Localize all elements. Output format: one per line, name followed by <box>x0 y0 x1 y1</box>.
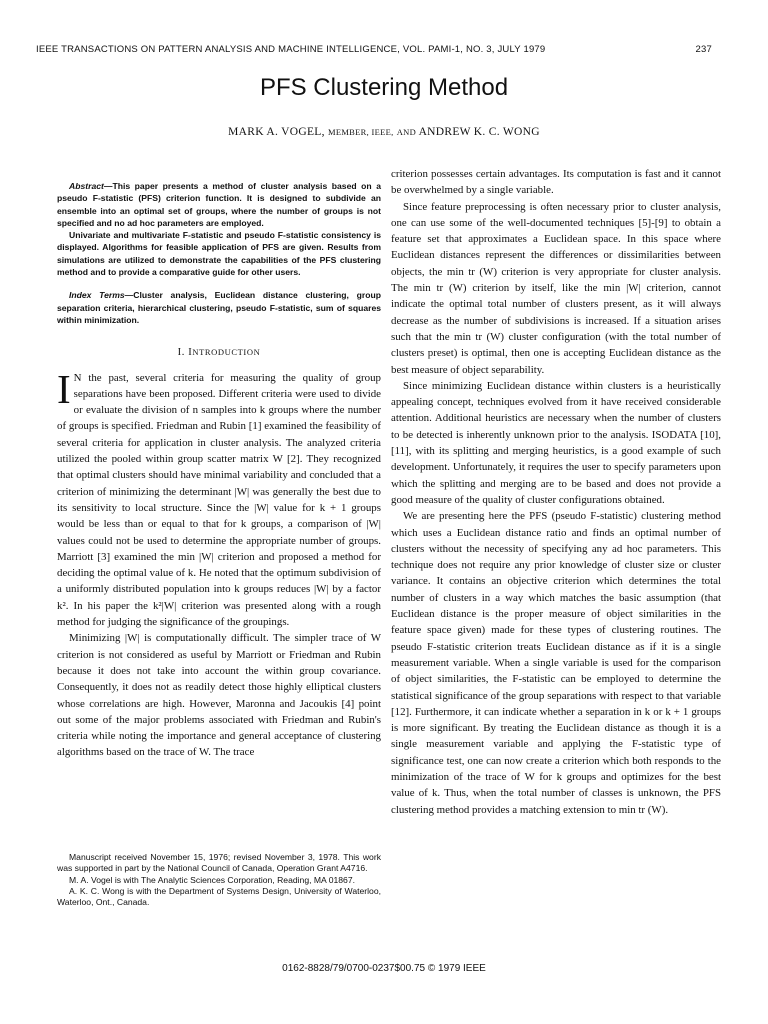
intro-paragraph-1: I N the past, several criteria for measuring the quality of group separations have been proposed. Different criteria were used to divide or evaluate the division of n samples into k groups where the number of groups is specified. Friedman and Rubin [1] examined the feasibility of several criteria for application in cluster analysis. The analyzed criteria utilized the pooled within group scatter matrix W [2]. They recognized that optimal clusters should have minimal variability and concluded that a criterion of minimizing the determinant |W| was generally the best due to its sensitivity to local structure. Since the |W| value for k + 1 groups would be less than or equal to that for k groups, a comparison of |W| values could not be used to determine the appropriate number of groups. Marriott [3] examined the min |W| criterion and proposed a method for deciding the optimal value of k. He noted that the optimum subdivision of a uniformly distributed population into k groups reduces |W| by a factor k². In his paper the k²|W| criterion was presented along with a rough method for judging the significance of the groupings. <box>57 365 381 629</box>
abstract-paragraph-2: Univariate and multivariate F-statistic and pseudo F-statistic consistency is displayed. Algorithms for feasible application of PFS are given. Results from simulations are utilized to demonstrate the capabilities of the PFS clustering method and to provide a comparative guide for other users. <box>57 230 381 278</box>
abstract <box>57 180 381 326</box>
copyright-footer: 0162-8828/79/0700-0237$00.75 © 1979 IEEE <box>282 963 486 974</box>
author-vogel: MARK A. VOGEL, <box>228 126 325 138</box>
right-column <box>391 166 721 818</box>
footnote-wong: A. K. C. Wong is with the Department of Systems Design, University of Waterloo, Waterloo, Ont., Canada. <box>57 885 381 908</box>
intro-paragraph-2: Minimizing |W| is computationally difficult. The simpler trace of W criterion is not considered as useful by Marriott or Friedman and Rubin because it does not take into account the within group covariance. Consequently, it does not as readily detect those highly elliptical clusters whose correlations are high. However, Maronna and Jacoukis [4] point out some of the major problems associated with Friedman and Rubin's criteria while noting the importance and general acceptance of clustering algorithms based on the trace of W. The trace <box>57 632 381 759</box>
abstract-paragraph-1: Abstract—This paper presents a method of cluster analysis based on a pseudo F-statistic (PFS) criterion function. It is designed to subdivide an ensemble into an optimal set of groups, where the number of groups is not specified and no ad hoc parameters are employed. <box>57 181 381 228</box>
index-terms: Index Terms—Cluster analysis, Euclidean distance clustering, group separation criteria, hierarchical clustering, pseudo F-statistic, sum of squares within minimization. <box>57 290 381 325</box>
drop-cap: I <box>57 365 71 412</box>
author-membership: MEMBER, IEEE, <box>327 127 394 137</box>
intro-paragraph-5: Since minimizing Euclidean distance within clusters is a heuristically appealing concept, techniques evolved from it have received considerable attention. Additional heuristics are necessary when the number of clusters to be detected is inherently unknown prior to the analysis. ISODATA [10], [11], with its splitting and merging heuristics, is a good example of such development. Unfortunately, it requires the user to specify parameters upon which the splitting and merging are to be based and does not provide a good measure of the quality of cluster configurations obtained. <box>391 379 721 506</box>
index-terms-label: Index Terms <box>69 290 125 301</box>
journal-header: IEEE TRANSACTIONS ON PATTERN ANALYSIS AND MACHINE INTELLIGENCE, VOL. PAMI-1, NO. 3, JULY 1979 <box>36 44 546 55</box>
footnotes <box>57 852 381 908</box>
page-number: 237 <box>695 44 712 55</box>
author-line <box>0 126 768 138</box>
paper-title: PFS Clustering Method <box>259 74 509 101</box>
intro-paragraph-6: We are presenting here the PFS (pseudo F-statistic) clustering method which uses a Euclidean distance ratio and finds an optimal number of clusters without the necessity of specifying any ad hoc parameters. This technique does not require any prior knowledge of cluster size or cluster variance. It contains an objective criterion which determines the total number of clusters in a way which matches the basic assumption (that Euclidean distance is the proper measure of object similarities in the feature space given) made for these types of clustering routines. The pseudo F-statistic criterion treats Euclidean distance as if it is a single measurement variable. When a single variable is used for the comparison of object similarities, the F-statistic can be employed to determine the statistical significance of the group separations with respect to that variable [12]. Furthermore, it can indicate whether a separation in k or k + 1 groups is more significant. By treating the Euclidean distance as though it is a single measurement variable and applying the F-statistic type of significance test, one can now create a criterion which both responds to the minimization of the trace of W for k groups and optimizes for the best value of k. Thus, when the total number of classes is unknown, the PFS clustering method provides a matching extension to min tr (W). <box>391 510 721 816</box>
author-wong: ANDREW K. C. WONG <box>418 126 540 138</box>
running-header <box>36 44 712 55</box>
section-heading-introduction: I. INTRODUCTION <box>177 347 261 359</box>
footnote-manuscript: Manuscript received November 15, 1976; revised November 3, 1978. This work was supported in part by the National Council of Canada, Operation Grant A4716. <box>57 852 381 874</box>
footnote-vogel: M. A. Vogel is with The Analytic Sciences Corporation, Reading, MA 01867. <box>69 874 355 885</box>
author-and: AND <box>396 127 417 137</box>
intro-paragraph-4: Since feature preprocessing is often necessary prior to cluster analysis, one can use some of the well-documented techniques [5]-[9] to obtain a feature set that approximates a Euclidean space. In this space where Euclidean distances represent the differences or dissimilarities between objects, the min tr (W) criterion is very appropriate for cluster analysis. The min tr (W) criterion by itself, like the min |W| criterion, cannot indicate the optimal total number of clusters present, as it will always decrease as the number of subdivisions is increased. If a situation arises such that the min tr (W) cluster configuration (with the total number of clusters preset) is optimal, then one is accepting Euclidean distance as the best measure of object separability. <box>391 200 721 376</box>
intro-paragraph-3: criterion possesses certain advantages. Its computation is fast and it cannot be overwhelmed by a single variable. <box>391 168 721 197</box>
left-column <box>57 180 381 761</box>
abstract-label: Abstract <box>69 181 104 191</box>
